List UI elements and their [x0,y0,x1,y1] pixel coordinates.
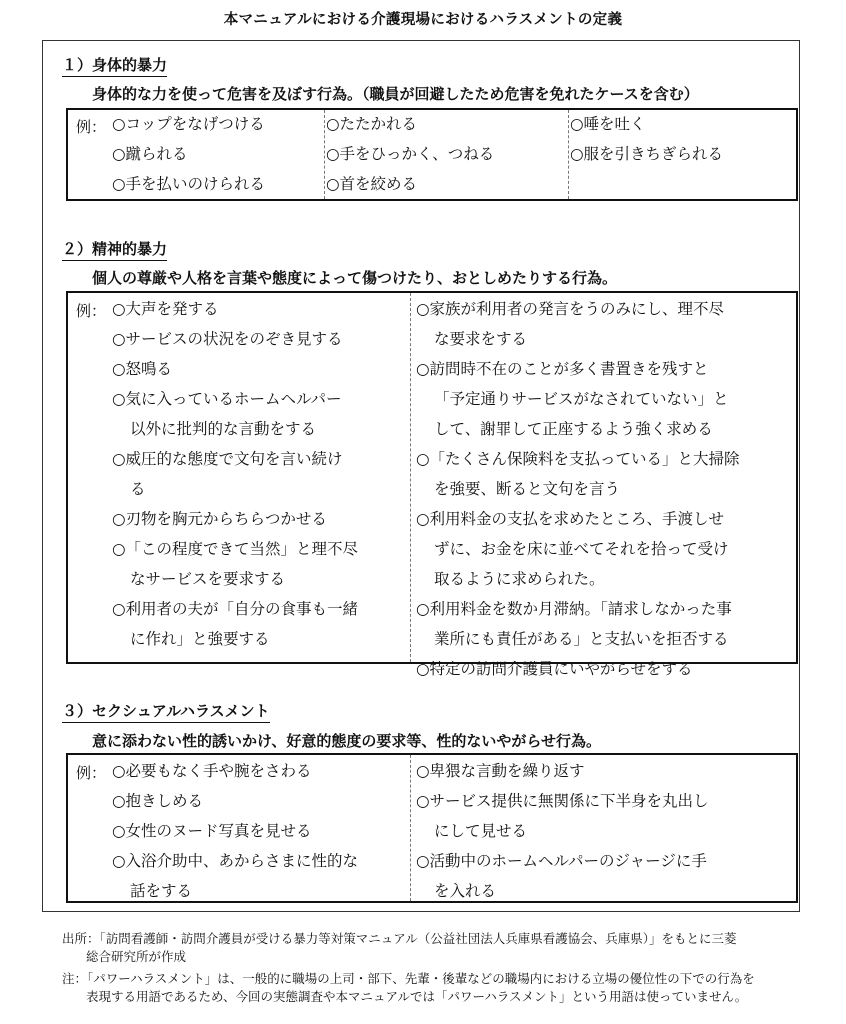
example-item [112,594,358,654]
example-text: ○訪問時不在のことが多く書置きを残すと [416,360,709,378]
example-label: 例： [76,118,107,136]
section-heading-sexual: ３）セクシュアルハラスメント [62,700,270,723]
example-label: 例： [76,302,107,320]
example-text-continued: なサービスを要求する [130,570,286,588]
example-item [112,846,358,906]
example-text: ○家族が利用者の発言をうのみにし、理不尽 [416,300,725,318]
example-item [112,384,358,444]
examples-list [416,294,740,684]
example-item [570,139,723,169]
example-text: ○刃物を胸元からちらつかせる [112,510,327,528]
examples-list [112,109,265,199]
examples-list [570,109,723,169]
section-description-physical: 身体的な力を使って危害を及ぼす行為。（職員が回避したため危害を免れたケースを含む） [92,85,699,103]
example-text-continued: 以外に批判的な言動をする [130,420,317,438]
section-description-mental: 個人の尊厳や人格を言葉や態度によって傷つけたり、おとしめたりする行為。 [92,269,618,287]
example-text: ○怒鳴る [112,360,173,378]
example-text-continued: を入れる [434,882,497,900]
example-text: ○入浴介助中、あからさまに性的な [112,852,359,870]
document-title: 本マニュアルにおける介護現場におけるハラスメントの定義 [223,12,623,28]
source-note [62,930,737,966]
source-line: 出所：「訪問看護師・訪問介護員が受ける暴力等対策マニュアル（公益社団法人兵庫県看護協会、兵庫県）」をもとに三菱 [62,931,737,946]
example-text: ○服を引きちぎられる [570,145,724,163]
example-text: ○威圧的な態度で文句を言い続け [112,450,343,468]
example-text: ○「たくさん保険料を支払っている」と大掃除 [416,450,740,468]
example-text: ○利用料金の支払を求めたところ、手渡しせ [416,510,725,528]
example-item [112,324,358,354]
examples-list [326,109,494,199]
example-item [112,169,265,199]
example-item [416,786,709,846]
example-text: ○首を絞める [326,175,418,193]
source-line-continued: 総合研究所が作成 [86,949,187,964]
example-text: ○利用料金を数か月滞納。「請求しなかった事 [416,600,732,618]
example-item [112,534,358,594]
example-text: ○唾を吐く [570,115,646,133]
example-text: ○必要もなく手や腕をさわる [112,762,312,780]
example-item [416,294,740,354]
example-text: ○サービスの状況をのぞき見する [112,330,343,348]
examples-list [416,756,709,906]
remark-note [62,970,755,1006]
example-item [112,504,358,534]
example-item [326,169,494,199]
example-text: ○卑猥な言動を繰り返す [416,762,585,780]
example-text: ○「この程度できて当然」と理不尽 [112,540,359,558]
example-text: ○女性のヌード写真を見せる [112,822,312,840]
example-text-continued: にして見せる [434,822,528,840]
example-text: ○活動中のホームヘルパーのジャージに手 [416,852,707,870]
example-text-continued: して、謝罪して正座するよう強く求める [434,420,713,438]
example-item [416,594,740,654]
example-text-continued: 「予定通りサービスがなされていない」と [434,390,729,408]
example-item [326,109,494,139]
example-text: ○コップをなげつける [112,115,265,133]
example-text-continued: を強要、断ると文句を言う [434,480,621,498]
example-text: ○気に入っているホームヘルパー [112,390,342,408]
example-item [570,109,723,139]
example-item [112,756,358,786]
example-text: ○手をひっかく、つねる [326,145,495,163]
example-item [416,354,740,444]
example-text-continued: に作れ」と強要する [130,630,270,648]
example-text-continued: 取るように求められた。 [434,570,605,588]
example-text: ○抱きしめる [112,792,204,810]
example-text: ○利用者の夫が「自分の食事も一緒 [112,600,359,618]
example-text: ○蹴られる [112,145,188,163]
section-description-sexual: 意に添わない性的誘いかけ、好意的態度の要求等、性的ないやがらせ行為。 [92,732,601,750]
example-text-continued: 業所にも責任がある」と支払いを拒否する [434,630,729,648]
example-text: ○手を払いのけられる [112,175,266,193]
example-text-continued: 話をする [130,882,193,900]
example-item [112,354,358,384]
section-heading-mental: ２）精神的暴力 [62,238,167,261]
example-item [326,139,494,169]
example-item [112,109,265,139]
examples-list [112,756,358,906]
example-item [416,846,709,906]
example-text: ○大声を発する [112,300,219,318]
section-heading-physical: １）身体的暴力 [62,54,167,77]
example-item [416,654,740,684]
remark-line: 注：「パワーハラスメント」は、一般的に職場の上司・部下、先輩・後輩などの職場内における立場の優位性の下での行為を [62,971,755,986]
remark-line-continued: 表現する用語であるため、今回の実態調査や本マニュアルでは「パワーハラスメント」という用語は使っていません。 [86,989,748,1004]
example-text: ○サービス提供に無関係に下半身を丸出し [416,792,709,810]
example-text-continued: な要求をする [434,330,528,348]
example-text-continued: る [130,480,146,498]
example-item [416,444,740,504]
example-item [112,139,265,169]
example-item [112,444,358,504]
example-item [112,816,358,846]
example-text: ○たたかれる [326,115,418,133]
example-text: ○特定の訪問介護員にいやがらせをする [416,660,693,678]
example-item [112,294,358,324]
examples-list [112,294,358,654]
example-text-continued: ずに、お金を床に並べてそれを拾って受け [434,540,729,558]
example-label: 例： [76,764,107,782]
example-item [416,756,709,786]
example-item [112,786,358,816]
example-item [416,504,740,594]
